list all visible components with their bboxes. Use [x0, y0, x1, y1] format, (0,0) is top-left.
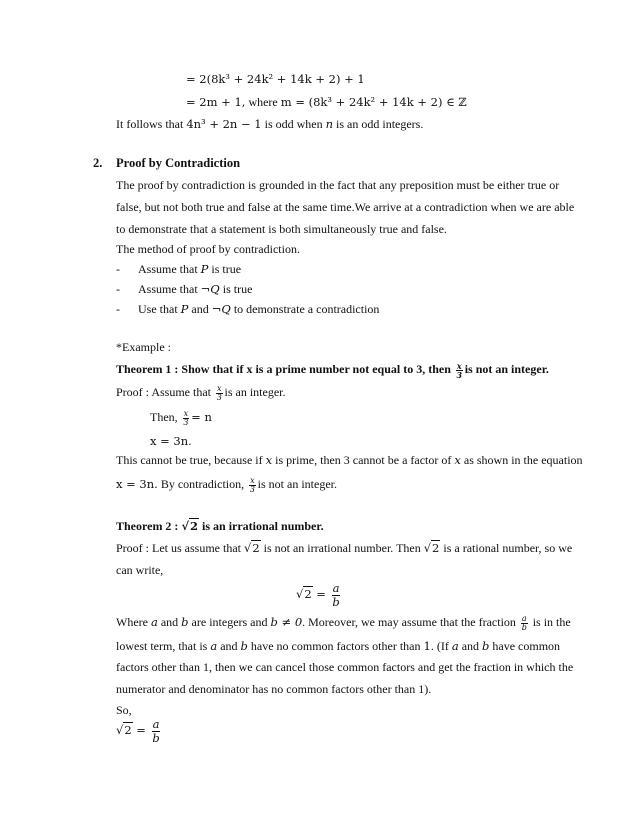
- then-line: [150, 409, 212, 427]
- theorem-2: [116, 518, 324, 534]
- text: is a rational number, so we: [440, 541, 573, 555]
- text: and: [458, 639, 483, 653]
- text: and: [217, 639, 241, 653]
- denominator: b: [521, 622, 527, 632]
- numerator: a: [152, 716, 160, 731]
- math: P: [180, 302, 189, 316]
- math: x: [265, 453, 273, 467]
- text: It follows that: [116, 117, 187, 131]
- section-title: Proof by Contradiction: [116, 156, 241, 170]
- text: is an odd integers.: [333, 117, 424, 131]
- fraction-a-over-b: [332, 582, 341, 609]
- text: are integers and: [188, 615, 271, 629]
- sqrt-2: √2: [423, 541, 440, 555]
- paragraph-line: So,: [116, 703, 132, 717]
- math: 1: [423, 639, 431, 653]
- paragraph-line: [116, 476, 337, 494]
- sqrt-2: √2: [296, 587, 312, 601]
- bullet-item: [138, 301, 379, 317]
- math: = n: [191, 410, 212, 424]
- math: n: [325, 117, 334, 131]
- equation-x-3n: x = 3n.: [150, 434, 192, 448]
- numerator: x: [217, 383, 222, 393]
- text: and: [188, 302, 212, 316]
- equation-part: = 2m + 1,: [186, 95, 246, 109]
- text: and: [157, 615, 182, 629]
- text: Proof : Let us assume that: [116, 541, 244, 555]
- method-line: The method of proof by contradiction.: [116, 242, 300, 256]
- theorem-text: is an irrational number.: [199, 519, 324, 533]
- fraction-a-over-b: [521, 615, 528, 632]
- paragraph-line: to demonstrate that a statement is both simultaneously true and false.: [116, 222, 447, 236]
- text: By contradiction,: [157, 477, 248, 491]
- paragraph-line: The proof by contradiction is grounded in the fact that any preposition must be either true or: [116, 178, 560, 192]
- math: a: [150, 615, 158, 629]
- math: 4n³ + 2n − 1: [186, 117, 262, 131]
- denominator: b: [332, 594, 340, 609]
- radicand: 2: [432, 541, 440, 555]
- fraction-x-over-3: [216, 385, 223, 402]
- numerator: x: [183, 408, 189, 418]
- bullet-item: [138, 281, 252, 297]
- fraction-x-over-3: [183, 410, 190, 427]
- follows-line: [116, 116, 423, 132]
- text: Then,: [150, 410, 181, 424]
- text: Use that: [138, 302, 181, 316]
- paragraph-line: can write,: [116, 563, 164, 577]
- section-number: 2.: [93, 156, 103, 170]
- paragraph-line: [116, 452, 583, 468]
- numerator: x: [456, 360, 462, 371]
- theorem-text: Theorem 1 : Show that if x is a prime number not equal to 3, then: [116, 362, 454, 376]
- text: Assume that: [138, 262, 201, 276]
- fraction-a-over-b: [152, 718, 161, 745]
- bullet-item: [138, 261, 241, 277]
- math: b: [482, 639, 490, 653]
- theorem-text: is not an integer.: [464, 362, 549, 376]
- text: Proof : Assume that: [116, 385, 214, 399]
- proof-1: [116, 384, 286, 402]
- text: lowest term, that is: [116, 639, 211, 653]
- denominator: 3: [183, 417, 189, 427]
- denominator: 3: [456, 369, 463, 380]
- fraction-x-over-3: [456, 362, 463, 379]
- paragraph-line: [116, 614, 571, 632]
- denominator: 3: [216, 392, 222, 402]
- text: . (If: [430, 639, 452, 653]
- fraction-x-over-3: [249, 477, 256, 494]
- text: is not an integer.: [257, 477, 337, 491]
- math: a: [210, 639, 218, 653]
- math: P: [200, 262, 209, 276]
- numerator: a: [521, 613, 527, 623]
- text: to demonstrate a contradiction: [230, 302, 380, 316]
- theorem-text: Theorem 2 :: [116, 519, 182, 533]
- text: . Moreover, we may assume that the fraction: [302, 615, 519, 629]
- numerator: x: [250, 475, 255, 485]
- math: ¬Q: [200, 282, 220, 296]
- denominator: b: [152, 730, 160, 745]
- radicand: 2: [304, 587, 312, 601]
- paragraph-line: factors other than 1, then we can cancel those common factors and get the fraction in which the: [116, 660, 574, 674]
- radicand: 2: [190, 519, 199, 533]
- example-label: *Example :: [116, 340, 171, 354]
- numerator: a: [332, 580, 340, 595]
- text: as shown in the equation: [460, 453, 583, 467]
- paragraph-line: [116, 638, 560, 654]
- math: ¬Q: [211, 302, 231, 316]
- equation-line-1: = 2(8k³ + 24k² + 14k + 2) + 1: [186, 72, 365, 86]
- paragraph-line: [116, 540, 572, 556]
- text: Assume that: [138, 282, 201, 296]
- radicand: 2: [252, 541, 260, 555]
- text: is true: [208, 262, 242, 276]
- text: is in the: [529, 615, 571, 629]
- math: b ≠ 0: [270, 615, 303, 629]
- math: b: [181, 615, 189, 629]
- sqrt-2: √2: [243, 541, 260, 555]
- display-equation: [296, 580, 342, 609]
- bullet-dash: -: [116, 262, 120, 276]
- equation-line-2: [186, 94, 467, 110]
- text: Where: [116, 615, 151, 629]
- text-where: where: [245, 95, 281, 109]
- text: is an integer.: [224, 385, 286, 399]
- text: have no common factors other than: [247, 639, 424, 653]
- text: is prime, then 3 cannot be a factor of: [272, 453, 455, 467]
- math: a: [451, 639, 459, 653]
- sqrt-2: √2: [116, 723, 132, 737]
- bullet-dash: -: [116, 302, 120, 316]
- final-equation: [116, 716, 162, 745]
- math: b: [240, 639, 248, 653]
- text: is true: [219, 282, 253, 296]
- equation-part: m = (8k³ + 24k² + 14k + 2) ∈ ℤ: [280, 95, 467, 109]
- text: This cannot be true, because if: [116, 453, 266, 467]
- paragraph-line: numerator and denominator has no common factors other than 1).: [116, 682, 432, 696]
- equals: =: [132, 723, 150, 737]
- text: have common: [489, 639, 561, 653]
- text: is odd when: [261, 117, 326, 131]
- text: is not an irrational number. Then: [260, 541, 424, 555]
- sqrt-2: √2: [181, 519, 199, 533]
- bullet-dash: -: [116, 282, 120, 296]
- equals: =: [312, 587, 330, 601]
- math: x: [454, 453, 461, 467]
- paragraph-line: false, but not both true and false at the same time.We arrive at a contradiction when we are able: [116, 200, 575, 214]
- radicand: 2: [124, 723, 132, 737]
- denominator: 3: [249, 484, 255, 494]
- theorem-1: [116, 361, 549, 379]
- math: x = 3n.: [116, 477, 158, 491]
